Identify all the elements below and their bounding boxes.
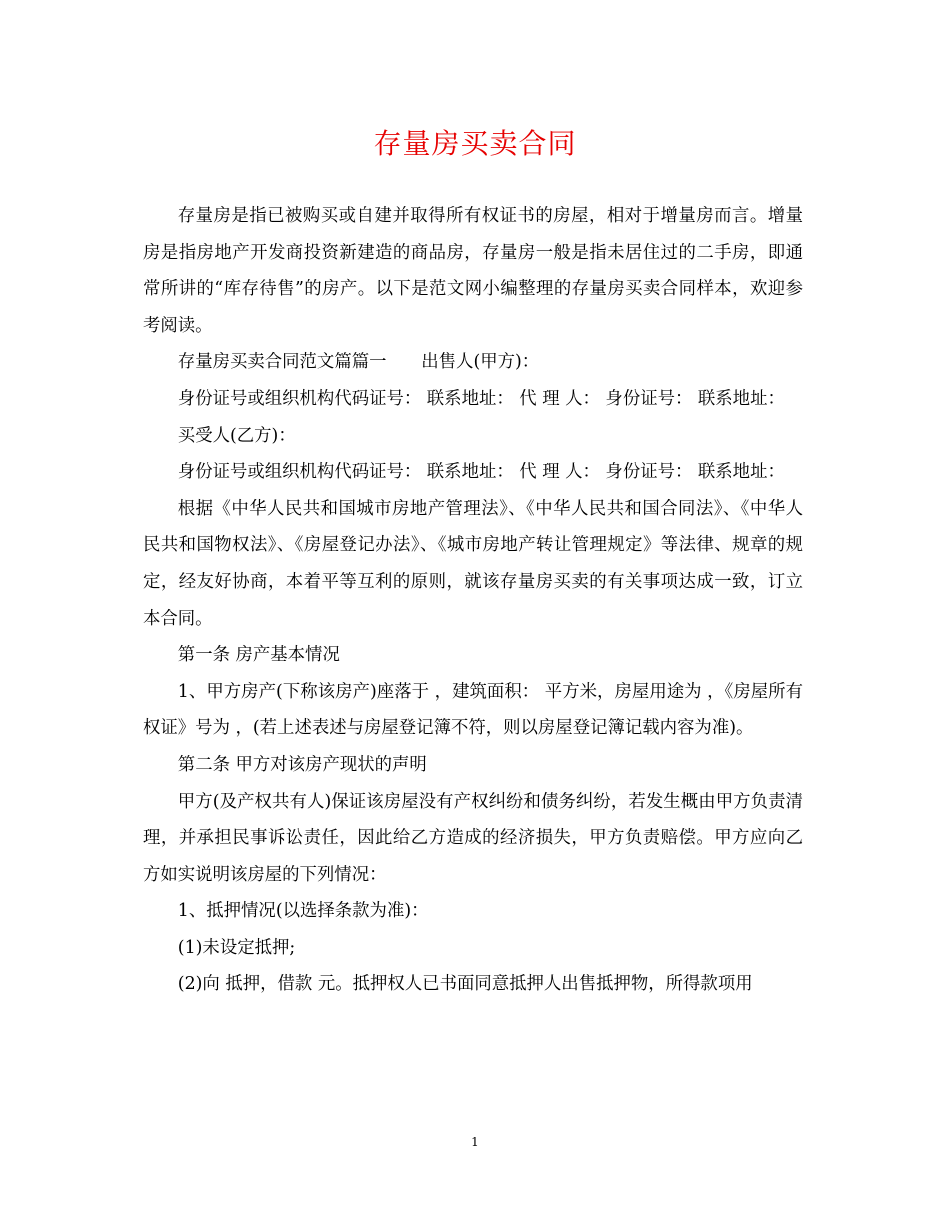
page-number: 1 [471,1135,479,1149]
mortgage-clause-heading: 1、抵押情况(以选择条款为准)： [177,901,429,922]
buyer-info-line: 身份证号或组织机构代码证号： 联系地址： 代 理 人： 身份证号： 联系地址： [177,462,785,483]
document-title: 存量房买卖合同 [373,127,577,160]
intro-paragraph: 存量房是指已被购买或自建并取得所有权证书的房屋，相对于增量房而言。增量房是指房地产开发商投资新建造的商品房，存量房一般是指未居住过的二手房，即通常所讲的“库存待售”的房产。以下是范文网小编整理的存量房买卖合同样本，欢迎参考阅读。 [143,206,803,336]
article-2-statement: 甲方(及产权共有人)保证该房屋没有产权纠纷和债务纠纷，若发生概由甲方负责清理，并承担民事诉讼责任，因此给乙方造成的经济损失，甲方负责赔偿。甲方应向乙方如实说明该房屋的下列情况： [143,791,803,885]
article-2-heading: 第二条 甲方对该房产现状的声明 [177,754,427,775]
legal-basis-paragraph: 根据《中华人民共和国城市房地产管理法》、《中华人民共和国合同法》、《中华人民共和国物权法》、《房屋登记办法》、《城市房地产转让管理规定》等法律、规章的规定，经友好协商，本着平等互利的原则，就该存量房买卖的有关事项达成一致，订立本合同。 [143,498,803,629]
mortgage-option-1: (1)未设定抵押; [177,937,296,958]
seller-heading: 存量房买卖合同范文篇篇一 出售人(甲方)： [177,352,540,373]
document-body [143,198,803,1003]
seller-info-line: 身份证号或组织机构代码证号： 联系地址： 代 理 人： 身份证号： 联系地址： [177,388,785,409]
article-1-heading: 第一条 房产基本情况 [177,645,340,666]
buyer-heading: 买受人(乙方)： [177,425,296,446]
mortgage-option-2: (2)向 抵押，借款 元。抵押权人已书面同意抵押人出售抵押物，所得款项用 [177,974,753,995]
article-1-clause-1: 1、甲方房产(下称该房产)座落于 ，建筑面积： 平方米，房屋用途为 ，《房屋所有权证》号为 ，(若上述表述与房屋登记簿不符，则以房屋登记簿记载内容为准)。 [143,681,803,739]
